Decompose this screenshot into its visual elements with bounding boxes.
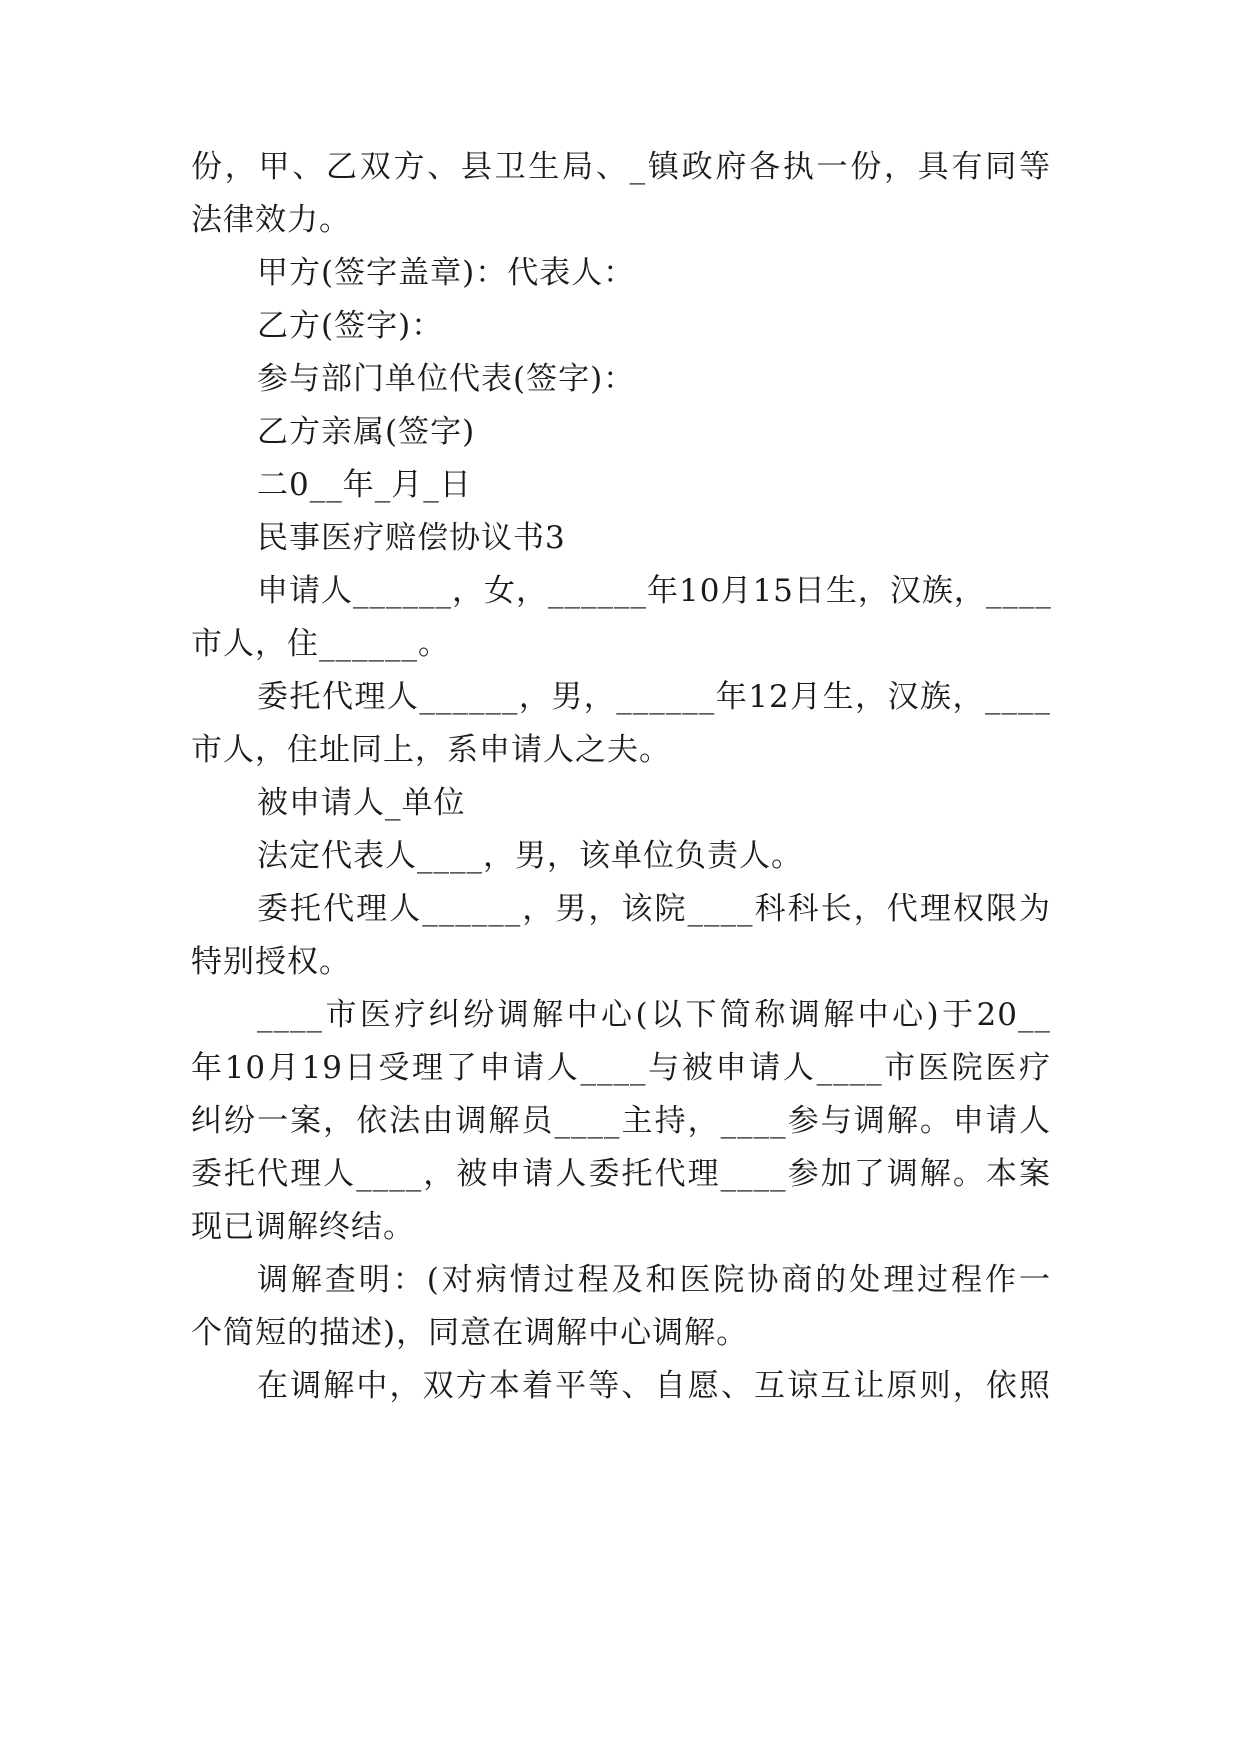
- text-line: 现已调解终结。: [191, 1209, 415, 1245]
- text-line: 乙方亲属(签字): [257, 414, 476, 450]
- text-line: 委托代理人______，男，______年12月生，汉族，____: [257, 679, 1051, 715]
- text-line: 法律效力。: [191, 202, 351, 238]
- text-line: 市人，住______。: [191, 626, 450, 662]
- text-line: 市人，住址同上，系申请人之夫。: [191, 732, 671, 768]
- text-line: 申请人______，女，______年10月15日生，汉族，____: [257, 573, 1052, 609]
- text-line: 特别授权。: [191, 944, 351, 980]
- text-line: 法定代表人____，男，该单位负责人。: [257, 838, 803, 874]
- text-line: ____市医疗纠纷调解中心(以下简称调解中心)于20__: [257, 997, 1051, 1033]
- text-line: 甲方(签字盖章)：代表人：: [257, 255, 636, 291]
- text-line: 年10月19日受理了申请人____与被申请人____市医院医疗: [191, 1050, 1051, 1086]
- text-line: 份，甲、乙双方、县卫生局、_镇政府各执一份，具有同等: [191, 149, 1051, 185]
- text-line: 调解查明：(对病情过程及和医院协商的处理过程作一: [257, 1262, 1051, 1298]
- section-title: 民事医疗赔偿协议书3: [257, 520, 566, 556]
- text-line: 被申请人_单位: [257, 785, 466, 821]
- text-line: 委托代理人____，被申请人委托代理____参加了调解。本案: [191, 1156, 1051, 1192]
- text-line: 委托代理人______，男，该院____科科长，代理权限为: [257, 891, 1051, 927]
- text-line: 纠纷一案，依法由调解员____主持，____参与调解。申请人: [191, 1103, 1051, 1139]
- text-line: 乙方(签字)：: [257, 308, 444, 344]
- text-line: 二0__年_月_日: [257, 467, 472, 503]
- text-line: 在调解中，双方本着平等、自愿、互谅互让原则，依照: [257, 1368, 1051, 1404]
- text-line: 参与部门单位代表(签字)：: [257, 361, 636, 397]
- text-line: 个简短的描述)，同意在调解中心调解。: [191, 1315, 749, 1351]
